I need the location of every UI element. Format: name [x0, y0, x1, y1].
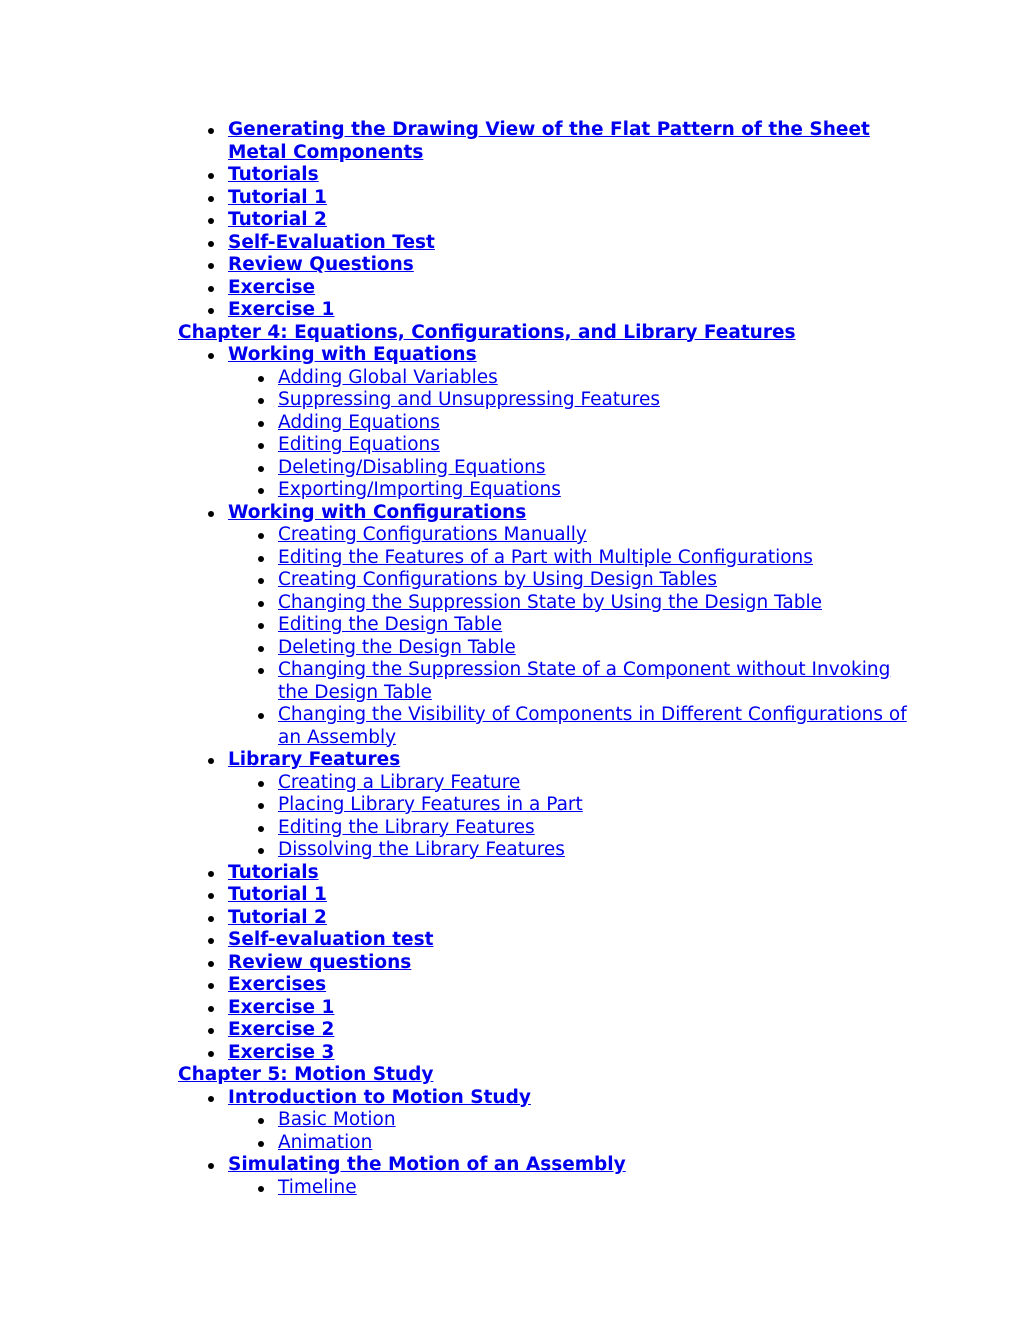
- toc-link[interactable]: Animation: [278, 1131, 373, 1153]
- bullet-icon: [258, 646, 264, 652]
- toc-section-item: [178, 1042, 908, 1065]
- toc-subsection-item: [178, 457, 908, 480]
- bullet-icon: [208, 758, 214, 764]
- bullet-icon: [208, 241, 214, 247]
- toc-subsection-item: [178, 479, 908, 502]
- toc-section-item: [178, 1019, 908, 1042]
- toc-link[interactable]: Working with Equations: [228, 344, 477, 365]
- toc-link[interactable]: Introduction to Motion Study: [228, 1086, 531, 1108]
- toc-link[interactable]: Changing the Suppression State by Using the Design Table: [278, 591, 822, 613]
- bullet-icon: [208, 983, 214, 989]
- toc-link[interactable]: Editing Equations: [278, 434, 440, 455]
- bullet-icon: [258, 398, 264, 404]
- bullet-icon: [258, 781, 264, 787]
- toc-section-item: [178, 907, 908, 930]
- toc-link[interactable]: Editing the Design Table: [278, 614, 503, 635]
- toc-link[interactable]: Library Features: [228, 749, 401, 770]
- toc-link[interactable]: Exercise 2: [228, 1019, 335, 1040]
- toc-link[interactable]: Adding Equations: [278, 411, 440, 433]
- toc-link[interactable]: Self-evaluation test: [228, 929, 434, 950]
- toc-link[interactable]: Exporting/Importing Equations: [278, 479, 561, 500]
- bullet-icon: [208, 218, 214, 224]
- toc-subsection-item: [178, 772, 908, 795]
- toc-link[interactable]: Creating a Library Feature: [278, 771, 521, 793]
- bullet-icon: [258, 578, 264, 584]
- toc-subsection-item: [178, 1177, 908, 1200]
- bullet-icon: [208, 1163, 214, 1169]
- toc-chapter-heading: [178, 322, 908, 345]
- chapter-link[interactable]: Chapter 4: Equations, Configurations, and Library Features: [178, 321, 796, 343]
- bullet-icon: [258, 623, 264, 629]
- toc-link[interactable]: Changing the Visibility of Components in Different Configurations of an Assembly: [278, 704, 907, 748]
- toc-link[interactable]: Tutorials: [228, 164, 319, 185]
- toc-subsection-item: [178, 434, 908, 457]
- toc-link[interactable]: Tutorial 2: [228, 209, 327, 230]
- toc-subsection-item: [178, 412, 908, 435]
- toc-section-item: [178, 884, 908, 907]
- toc-subsection-item: [178, 389, 908, 412]
- bullet-icon: [208, 1006, 214, 1012]
- toc-link[interactable]: Changing the Suppression State of a Component without Invoking the Design Table: [278, 659, 891, 703]
- toc-subsection-item: [178, 839, 908, 862]
- toc-subsection-item: [178, 659, 908, 704]
- toc-section-item: [178, 974, 908, 997]
- bullet-icon: [208, 353, 214, 359]
- toc-subsection-item: [178, 569, 908, 592]
- toc-subsection-item: [178, 817, 908, 840]
- bullet-icon: [258, 826, 264, 832]
- toc-link[interactable]: Creating Configurations Manually: [278, 524, 587, 545]
- toc-link[interactable]: Deleting/Disabling Equations: [278, 456, 546, 478]
- toc-subsection-item: [178, 592, 908, 615]
- toc-section-item: [178, 254, 908, 277]
- toc-link[interactable]: Tutorial 2: [228, 906, 327, 928]
- toc-link[interactable]: Tutorials: [228, 861, 319, 883]
- bullet-icon: [208, 1096, 214, 1102]
- bullet-icon: [208, 871, 214, 877]
- bullet-icon: [208, 1028, 214, 1034]
- toc-link[interactable]: Adding Global Variables: [278, 366, 498, 388]
- bullet-icon: [258, 601, 264, 607]
- toc-link[interactable]: Deleting the Design Table: [278, 636, 516, 658]
- bullet-icon: [258, 1186, 264, 1192]
- bullet-icon: [258, 556, 264, 562]
- toc-section-item: [178, 952, 908, 975]
- toc-section-item: [178, 749, 908, 772]
- bullet-icon: [258, 713, 264, 719]
- bullet-icon: [258, 533, 264, 539]
- toc-section-item: [178, 119, 908, 164]
- bullet-icon: [258, 466, 264, 472]
- bullet-icon: [258, 421, 264, 427]
- toc-subsection-item: [178, 524, 908, 547]
- toc-link[interactable]: Editing the Features of a Part with Multiple Configurations: [278, 546, 813, 568]
- bullet-icon: [258, 848, 264, 854]
- toc-list: [178, 119, 908, 1199]
- bullet-icon: [258, 1141, 264, 1147]
- bullet-icon: [258, 488, 264, 494]
- bullet-icon: [208, 938, 214, 944]
- toc-section-item: [178, 1154, 908, 1177]
- toc-subsection-item: [178, 367, 908, 390]
- toc-section-item: [178, 209, 908, 232]
- bullet-icon: [258, 668, 264, 674]
- toc-subsection-item: [178, 794, 908, 817]
- toc-section-item: [178, 344, 908, 367]
- toc-section-item: [178, 299, 908, 322]
- toc-subsection-item: [178, 1109, 908, 1132]
- toc-link[interactable]: Exercise 1: [228, 996, 335, 1018]
- bullet-icon: [258, 376, 264, 382]
- chapter-link[interactable]: Chapter 5: Motion Study: [178, 1064, 434, 1085]
- bullet-icon: [258, 803, 264, 809]
- bullet-icon: [208, 196, 214, 202]
- toc-link[interactable]: Exercise: [228, 276, 316, 298]
- toc-section-item: [178, 164, 908, 187]
- bullet-icon: [208, 916, 214, 922]
- toc-subsection-item: [178, 1132, 908, 1155]
- toc-link[interactable]: Exercise 3: [228, 1041, 335, 1063]
- toc-subsection-item: [178, 614, 908, 637]
- toc-link[interactable]: Working with Configurations: [228, 501, 527, 523]
- toc-section-item: [178, 997, 908, 1020]
- toc-section-item: [178, 862, 908, 885]
- toc-chapter-heading: [178, 1064, 908, 1087]
- toc-subsection-item: [178, 637, 908, 660]
- bullet-icon: [208, 961, 214, 967]
- toc-section-item: [178, 232, 908, 255]
- toc-section-item: [178, 929, 908, 952]
- bullet-icon: [208, 173, 214, 179]
- toc-link[interactable]: Basic Motion: [278, 1109, 396, 1130]
- toc-link[interactable]: Self-Evaluation Test: [228, 231, 435, 253]
- bullet-icon: [208, 286, 214, 292]
- toc-link[interactable]: Exercise 1: [228, 299, 335, 320]
- toc-link[interactable]: Placing Library Features in a Part: [278, 794, 583, 815]
- toc-subsection-item: [178, 704, 908, 749]
- bullet-icon: [208, 308, 214, 314]
- bullet-icon: [208, 1051, 214, 1057]
- toc-link[interactable]: Generating the Drawing View of the Flat Pattern of the Sheet Metal Components: [228, 119, 870, 163]
- bullet-icon: [208, 511, 214, 517]
- toc-link[interactable]: Tutorial 1: [228, 186, 327, 208]
- toc-section-item: [178, 187, 908, 210]
- toc-link[interactable]: Creating Configurations by Using Design Tables: [278, 569, 718, 590]
- toc-link[interactable]: Suppressing and Unsuppressing Features: [278, 389, 660, 410]
- table-of-contents: [178, 119, 908, 1199]
- bullet-icon: [258, 1118, 264, 1124]
- toc-subsection-item: [178, 547, 908, 570]
- bullet-icon: [208, 128, 214, 134]
- bullet-icon: [258, 443, 264, 449]
- toc-link[interactable]: Editing the Library Features: [278, 816, 535, 838]
- bullet-icon: [208, 893, 214, 899]
- toc-link[interactable]: Review questions: [228, 951, 412, 973]
- toc-link[interactable]: Tutorial 1: [228, 884, 327, 905]
- toc-link[interactable]: Timeline: [278, 1176, 357, 1198]
- bullet-icon: [208, 263, 214, 269]
- toc-section-item: [178, 1087, 908, 1110]
- toc-link[interactable]: Simulating the Motion of an Assembly: [228, 1154, 626, 1175]
- toc-link[interactable]: Exercises: [228, 974, 327, 995]
- toc-section-item: [178, 277, 908, 300]
- toc-section-item: [178, 502, 908, 525]
- toc-link[interactable]: Review Questions: [228, 254, 414, 275]
- toc-link[interactable]: Dissolving the Library Features: [278, 839, 565, 860]
